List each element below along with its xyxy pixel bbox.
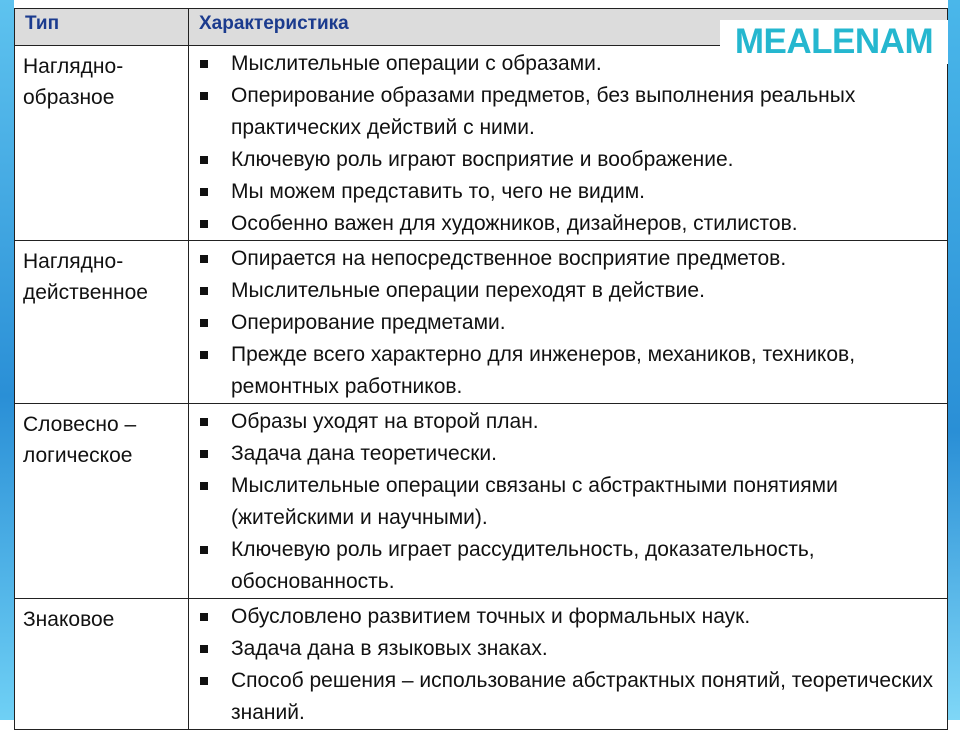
list-item: Прежде всего характерно для инженеров, механиков, техников, ремонтных работников. xyxy=(195,339,941,403)
row-type-cell: Наглядно-действенное xyxy=(15,241,189,404)
list-item: Обусловлено развитием точных и формальных наук. xyxy=(195,601,941,633)
slide-right-decoration xyxy=(948,0,960,720)
list-item: Особенно важен для художников, дизайнеров, стилистов. xyxy=(195,208,941,240)
characteristic-list xyxy=(195,243,941,403)
list-item: Мыслительные операции переходят в действие. xyxy=(195,275,941,307)
slide xyxy=(14,0,948,724)
header-type: Тип xyxy=(15,9,189,46)
row-characteristic-cell xyxy=(189,46,948,241)
list-item: Ключевую роль играет рассудительность, доказательность, обоснованность. xyxy=(195,534,941,598)
row-characteristic-cell xyxy=(189,404,948,599)
table-row xyxy=(15,46,948,241)
slide-left-decoration xyxy=(0,0,14,720)
list-item: Мыслительные операции с образами. xyxy=(195,48,941,80)
list-item: Мы можем представить то, чего не видим. xyxy=(195,176,941,208)
table-row xyxy=(15,404,948,599)
list-item: Задача дана в языковых знаках. xyxy=(195,633,941,665)
header-characteristic: Характеристика xyxy=(189,9,948,46)
row-type-cell: Словесно – логическое xyxy=(15,404,189,599)
table-row xyxy=(15,599,948,730)
list-item: Способ решения – использование абстрактных понятий, теоретических знаний. xyxy=(195,665,941,729)
list-item: Ключевую роль играют восприятие и воображение. xyxy=(195,144,941,176)
characteristic-list xyxy=(195,406,941,598)
row-characteristic-cell xyxy=(189,599,948,730)
list-item: Мыслительные операции связаны с абстрактными понятиями (житейскими и научными). xyxy=(195,470,941,534)
list-item: Задача дана теоретически. xyxy=(195,438,941,470)
characteristic-list xyxy=(195,601,941,729)
watermark-logo: MEALENAM xyxy=(720,20,948,64)
table-row xyxy=(15,241,948,404)
list-item: Оперирование предметами. xyxy=(195,307,941,339)
list-item: Опирается на непосредственное восприятие предметов. xyxy=(195,243,941,275)
row-type-cell: Знаковое xyxy=(15,599,189,730)
row-type-cell: Наглядно-образное xyxy=(15,46,189,241)
list-item: Оперирование образами предметов, без выполнения реальных практических действий с ними. xyxy=(195,80,941,144)
thinking-types-table xyxy=(14,8,948,730)
row-characteristic-cell xyxy=(189,241,948,404)
list-item: Образы уходят на второй план. xyxy=(195,406,941,438)
characteristic-list xyxy=(195,48,941,240)
